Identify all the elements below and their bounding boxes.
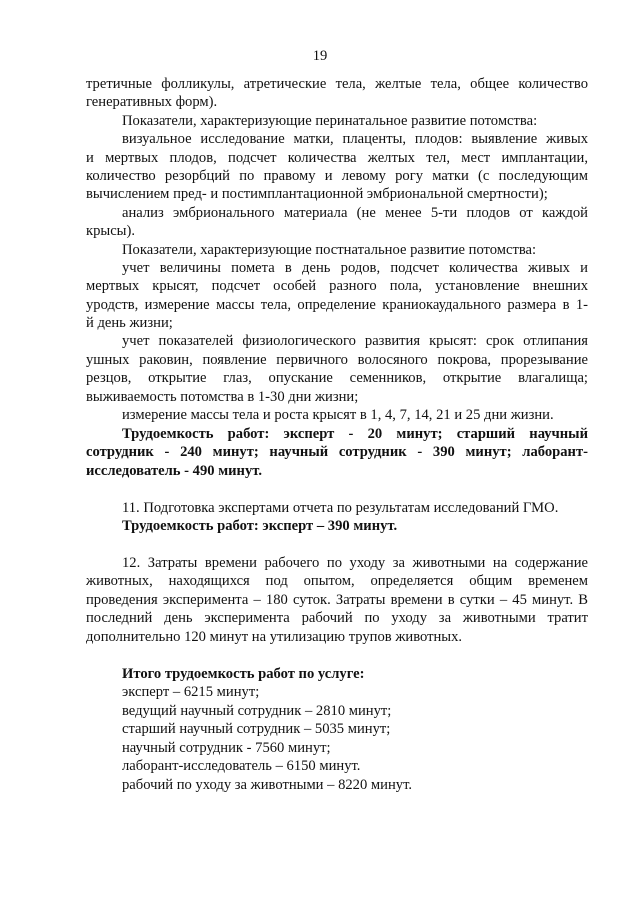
totals-item: научный сотрудник - 7560 минут; <box>122 740 331 756</box>
labor-intensity-line: Трудоемкость работ: эксперт – 390 минут. <box>122 518 398 534</box>
totals-item: эксперт – 6215 минут; <box>122 684 260 700</box>
text-line: крысы). <box>86 223 135 239</box>
item-12-title: 12. Затраты времени рабочего по уходу за животными на содержание <box>122 555 588 571</box>
totals-item: старший научный сотрудник – 5035 минут; <box>122 721 391 737</box>
text-line: анализ эмбрионального материала (не менее 5-ти плодов от каждой <box>122 205 588 221</box>
text-line: резцов, открытие глаз, опускание семенников, открытие влагалища; <box>86 370 588 386</box>
totals-heading: Итого трудоемкость работ по услуге: <box>122 666 365 682</box>
item-11-title: 11. Подготовка экспертами отчета по результатам исследований ГМО. <box>122 500 559 516</box>
labor-intensity-line: сотрудник - 240 минут; научный сотрудник - 390 минут; лаборант- <box>86 444 588 460</box>
text-line: ушных раковин, появление первичного волосяного покрова, прорезывание <box>86 352 588 368</box>
text-line: выживаемость потомства в 1-30 дни жизни; <box>86 389 359 405</box>
text-line: учет показателей физиологического развития крысят: срок отлипания <box>122 333 588 349</box>
text-line: последний день эксперимента рабочий по уходу за животными тратит <box>86 610 588 626</box>
text-line: вычислением пред- и постимплантационной эмбриональной смертности); <box>86 186 548 202</box>
text-line: мертвых крысят, подсчет особей разного пола, установление внешних <box>86 278 588 294</box>
text-line: измерение массы тела и роста крысят в 1, 4, 7, 14, 21 и 25 дни жизни. <box>122 407 554 423</box>
section-heading: Показатели, характеризующие перинатальное развитие потомства: <box>122 113 538 129</box>
page-number: 19 <box>312 48 328 64</box>
text-line: животных, находящихся под опытом, определяется общим временем <box>86 573 588 589</box>
totals-item: лаборант-исследователь – 6150 минут. <box>122 758 361 774</box>
text-line: учет величины помета в день родов, подсчет количества живых и <box>122 260 588 276</box>
text-line: дополнительно 120 минут на утилизацию трупов животных. <box>86 629 463 645</box>
section-heading: Показатели, характеризующие постнатальное развитие потомства: <box>122 242 537 258</box>
text-line: и мертвых плодов, подсчет количества желтых тел, мест имплантации, <box>86 150 588 166</box>
totals-item: рабочий по уходу за животными – 8220 минут. <box>122 777 412 793</box>
text-line: й день жизни; <box>86 315 173 331</box>
labor-intensity-line: исследователь - 490 минут. <box>86 463 262 479</box>
text-line: визуальное исследование матки, плаценты, плодов: выявление живых <box>122 131 588 147</box>
labor-intensity-line: Трудоемкость работ: эксперт - 20 минут; старший научный <box>122 426 588 442</box>
text-line: генеративных форм). <box>86 94 218 110</box>
text-line: количество резорбций по правому и левому рогу матки (с последующим <box>86 168 588 184</box>
text-line: уродств, измерение массы тела, определение краниокаудального размера в 1- <box>86 297 588 313</box>
text-line: проведения эксперимента – 180 суток. Затраты времени в сутки – 45 минут. В <box>86 592 588 608</box>
totals-item: ведущий научный сотрудник – 2810 минут; <box>122 703 392 719</box>
text-line: третичные фолликулы, атретические тела, желтые тела, общее количество <box>86 76 588 92</box>
